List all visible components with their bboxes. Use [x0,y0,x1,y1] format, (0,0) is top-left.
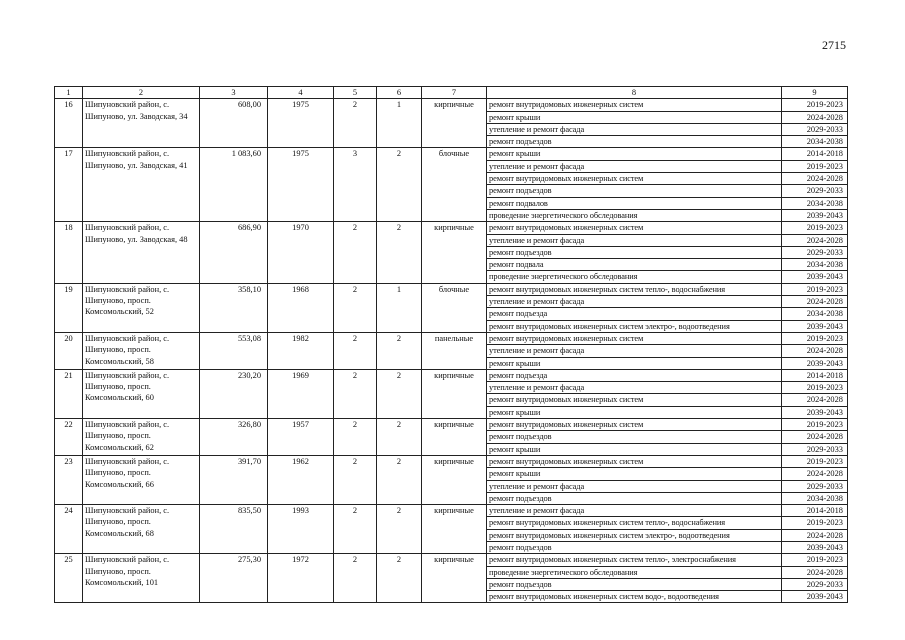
work-period: 2039-2043 [782,209,848,221]
work-type: ремонт внутридомовых инженерных систем тепло-, водоснабжения [487,517,782,529]
record-wall-material: кирпичные [422,505,487,554]
record-entrances: 2 [377,419,422,456]
work-type: ремонт подъездов [487,136,782,148]
work-type: ремонт подъезда [487,308,782,320]
record-entrances: 2 [377,455,422,504]
work-type: ремонт крыши [487,468,782,480]
work-type: ремонт внутридомовых инженерных систем электро-, водоотведения [487,529,782,541]
record-number: 18 [55,222,83,283]
work-period: 2029-2033 [782,480,848,492]
work-period: 2024-2028 [782,111,848,123]
table-row [55,369,848,381]
work-type: проведение энергетического обследования [487,209,782,221]
work-type: ремонт внутридомовых инженерных систем [487,394,782,406]
record-area: 553,08 [200,332,268,369]
work-period: 2024-2028 [782,468,848,480]
record-floors: 2 [334,99,377,148]
record-entrances: 1 [377,99,422,148]
work-period: 2019-2023 [782,99,848,111]
record-area: 326,80 [200,419,268,456]
work-period: 2019-2023 [782,332,848,344]
record-address: Шипуновский район, с. Шипуново, просп. Комсомольский, 66 [83,455,200,504]
work-period: 2034-2038 [782,197,848,209]
work-period: 2019-2023 [782,517,848,529]
work-period: 2039-2043 [782,541,848,553]
table-row [55,455,848,467]
record-address: Шипуновский район, с. Шипуново, ул. Заводская, 34 [83,99,200,148]
work-type: ремонт крыши [487,148,782,160]
work-type: ремонт внутридомовых инженерных систем электро-, водоотведения [487,320,782,332]
record-number: 25 [55,554,83,603]
record-wall-material: кирпичные [422,419,487,456]
work-period: 2039-2043 [782,320,848,332]
work-period: 2029-2033 [782,443,848,455]
record-wall-material: кирпичные [422,222,487,283]
work-type: ремонт внутридомовых инженерных систем [487,222,782,234]
record-address: Шипуновский район, с. Шипуново, ул. Заводская, 48 [83,222,200,283]
record-address: Шипуновский район, с. Шипуново, просп. Комсомольский, 58 [83,332,200,369]
record-area: 1 083,60 [200,148,268,222]
work-period: 2024-2028 [782,529,848,541]
record-area: 275,30 [200,554,268,603]
work-period: 2039-2043 [782,357,848,369]
header-cell: 8 [487,87,782,99]
header-cell: 1 [55,87,83,99]
housing-repair-table [54,86,848,603]
work-type: ремонт подъездов [487,578,782,590]
work-period: 2024-2028 [782,296,848,308]
work-period: 2019-2023 [782,554,848,566]
work-type: ремонт крыши [487,406,782,418]
record-number: 17 [55,148,83,222]
header-cell: 9 [782,87,848,99]
record-floors: 2 [334,554,377,603]
header-cell: 5 [334,87,377,99]
work-period: 2029-2033 [782,185,848,197]
work-type: ремонт подъездов [487,541,782,553]
column-number-row [55,87,848,99]
record-floors: 2 [334,369,377,418]
record-year: 1969 [268,369,334,418]
record-address: Шипуновский район, с. Шипуново, просп. Комсомольский, 52 [83,283,200,332]
record-year: 1975 [268,99,334,148]
work-period: 2034-2038 [782,308,848,320]
work-type: утепление и ремонт фасада [487,480,782,492]
work-type: ремонт внутридомовых инженерных систем [487,99,782,111]
record-address: Шипуновский район, с. Шипуново, просп. Комсомольский, 60 [83,369,200,418]
record-number: 24 [55,505,83,554]
work-type: утепление и ремонт фасада [487,505,782,517]
work-period: 2019-2023 [782,455,848,467]
record-address: Шипуновский район, с. Шипуново, просп. Комсомольский, 62 [83,419,200,456]
work-type: утепление и ремонт фасада [487,123,782,135]
work-period: 2014-2018 [782,505,848,517]
table-row [55,148,848,160]
record-year: 1982 [268,332,334,369]
work-type: ремонт подъездов [487,431,782,443]
work-type: ремонт подъездов [487,492,782,504]
work-type: ремонт внутридомовых инженерных систем тепло-, электроснабжения [487,554,782,566]
record-entrances: 2 [377,222,422,283]
record-area: 230,20 [200,369,268,418]
record-floors: 3 [334,148,377,222]
table-row [55,505,848,517]
table-row [55,419,848,431]
record-year: 1970 [268,222,334,283]
record-year: 1968 [268,283,334,332]
work-type: утепление и ремонт фасада [487,234,782,246]
work-period: 2034-2038 [782,492,848,504]
record-entrances: 2 [377,148,422,222]
record-area: 358,10 [200,283,268,332]
record-entrances: 1 [377,283,422,332]
work-period: 2039-2043 [782,406,848,418]
table-body [55,87,848,603]
header-cell: 2 [83,87,200,99]
work-period: 2019-2023 [782,160,848,172]
record-address: Шипуновский район, с. Шипуново, ул. Заводская, 41 [83,148,200,222]
work-type: ремонт внутридомовых инженерных систем [487,173,782,185]
work-period: 2034-2038 [782,259,848,271]
work-type: ремонт подъезда [487,369,782,381]
table-row [55,222,848,234]
record-wall-material: панельные [422,332,487,369]
table-row [55,554,848,566]
work-period: 2024-2028 [782,431,848,443]
work-type: ремонт подвала [487,259,782,271]
work-type: ремонт крыши [487,443,782,455]
work-period: 2039-2043 [782,591,848,603]
work-type: утепление и ремонт фасада [487,382,782,394]
record-wall-material: блочные [422,148,487,222]
table-row [55,332,848,344]
work-period: 2024-2028 [782,566,848,578]
record-number: 16 [55,99,83,148]
work-type: ремонт внутридомовых инженерных систем [487,419,782,431]
header-cell: 4 [268,87,334,99]
work-type: ремонт крыши [487,111,782,123]
record-number: 21 [55,369,83,418]
header-cell: 3 [200,87,268,99]
work-period: 2029-2033 [782,246,848,258]
work-type: ремонт внутридомовых инженерных систем тепло-, водоснабжения [487,283,782,295]
work-type: ремонт подъездов [487,185,782,197]
work-type: ремонт внутридомовых инженерных систем [487,332,782,344]
record-entrances: 2 [377,369,422,418]
work-period: 2019-2023 [782,382,848,394]
work-period: 2024-2028 [782,394,848,406]
work-period: 2019-2023 [782,283,848,295]
record-floors: 2 [334,332,377,369]
work-period: 2019-2023 [782,222,848,234]
record-entrances: 2 [377,332,422,369]
record-wall-material: кирпичные [422,554,487,603]
record-entrances: 2 [377,505,422,554]
work-period: 2014-2018 [782,369,848,381]
work-type: ремонт внутридомовых инженерных систем [487,455,782,467]
work-period: 2029-2033 [782,578,848,590]
work-type: ремонт внутридомовых инженерных систем водо-, водоотведения [487,591,782,603]
work-type: утепление и ремонт фасада [487,296,782,308]
record-wall-material: кирпичные [422,455,487,504]
work-type: проведение энергетического обследования [487,271,782,283]
record-year: 1993 [268,505,334,554]
work-type: утепление и ремонт фасада [487,345,782,357]
record-address: Шипуновский район, с. Шипуново, просп. Комсомольский, 101 [83,554,200,603]
work-period: 2024-2028 [782,173,848,185]
record-number: 19 [55,283,83,332]
work-period: 2034-2038 [782,136,848,148]
record-area: 686,90 [200,222,268,283]
record-year: 1972 [268,554,334,603]
work-period: 2024-2028 [782,345,848,357]
record-entrances: 2 [377,554,422,603]
record-floors: 2 [334,222,377,283]
work-period: 2024-2028 [782,234,848,246]
page-number: 2715 [822,38,846,52]
record-area: 608,00 [200,99,268,148]
record-number: 20 [55,332,83,369]
record-address: Шипуновский район, с. Шипуново, просп. Комсомольский, 68 [83,505,200,554]
record-wall-material: кирпичные [422,369,487,418]
record-year: 1975 [268,148,334,222]
work-period: 2039-2043 [782,271,848,283]
work-type: ремонт подъездов [487,246,782,258]
work-type: проведение энергетического обследования [487,566,782,578]
work-type: утепление и ремонт фасада [487,160,782,172]
record-floors: 2 [334,455,377,504]
work-period: 2014-2018 [782,148,848,160]
header-cell: 7 [422,87,487,99]
work-period: 2029-2033 [782,123,848,135]
work-type: ремонт подвалов [487,197,782,209]
work-period: 2019-2023 [782,419,848,431]
record-area: 391,70 [200,455,268,504]
record-area: 835,50 [200,505,268,554]
record-year: 1957 [268,419,334,456]
record-year: 1962 [268,455,334,504]
record-number: 22 [55,419,83,456]
record-wall-material: кирпичные [422,99,487,148]
record-wall-material: блочные [422,283,487,332]
record-floors: 2 [334,419,377,456]
record-floors: 2 [334,283,377,332]
table-row [55,99,848,111]
header-cell: 6 [377,87,422,99]
work-type: ремонт крыши [487,357,782,369]
table-row [55,283,848,295]
record-number: 23 [55,455,83,504]
record-floors: 2 [334,505,377,554]
